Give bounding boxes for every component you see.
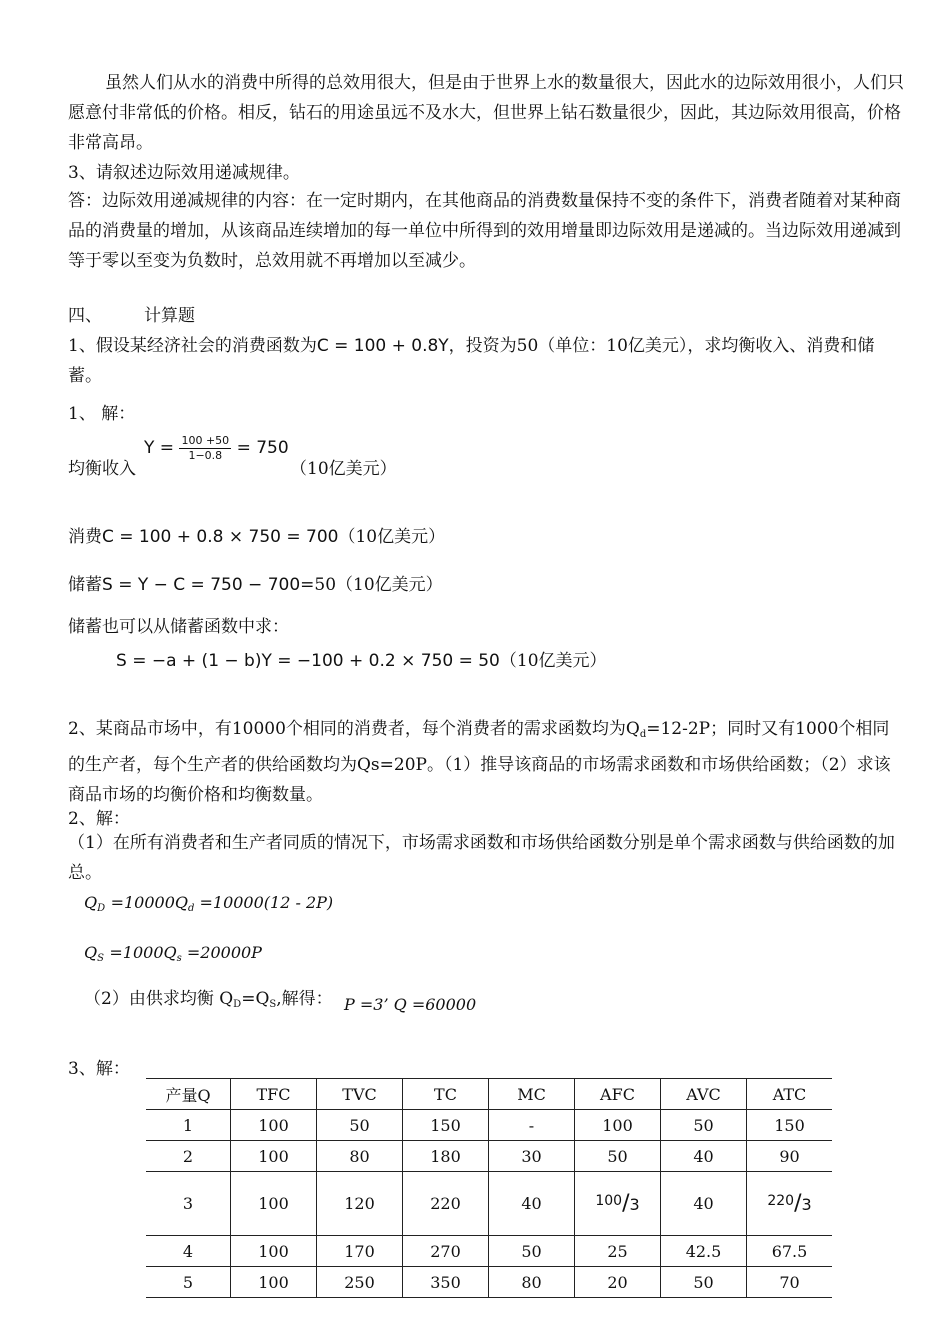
saving-alt-text: 储蓄也可以从储蓄函数中求： [68,617,289,637]
table-row: 1 100 50 150 - 100 50 150 [146,1110,832,1141]
header-atc: ATC [747,1079,833,1110]
header-tfc: TFC [231,1079,317,1110]
section-number: 四、 [68,306,102,326]
table-header-row [146,1079,832,1110]
header-avc: AVC [661,1079,747,1110]
atc-fraction-cell: $^{220}$/3 [747,1172,833,1236]
table-row: 4 100 170 270 50 25 42.5 67.5 [146,1236,832,1267]
unit-label: （10亿美元） [290,459,397,479]
afc-fraction-cell: $^{100}$/3 [575,1172,661,1236]
section-title: 计算题 [144,306,195,326]
calc2-part2-line: （2）由供求均衡 $Q_D=Q_S$,解得： [84,989,333,1010]
paragraph-water-diamond: 虽然人们从水的消费中所得的总效用很大，但是由于世界上水的数量很大，因此水的边际效用很小，人们只愿意付非常低的价格。相反，钻石的用途虽远不及水大，但世界上钻石数量很少，因此，其边际效用很高，价格非常高昂。 [68,73,904,153]
consumption-function: C = 100 + 0.8Y [316,336,449,356]
calc2-solution-label: 2、解： [68,809,130,829]
consumption-line: 消费C = 100 + 0.8 × 750 = 700（10亿美元） [68,527,446,547]
market-demand-formula: $Q_D =10000Q_d =10000(12 - 2P)$ [84,893,334,914]
income-fraction: $\frac{100 +50}{1-0.8}$ [181,434,230,462]
equilibrium-income-formula: Y = $\frac{100 +50}{1-0.8}$ = 750 [144,434,289,462]
header-tvc: TVC [317,1079,403,1110]
table-row: 5 100 250 350 80 20 50 70 [146,1267,832,1298]
cost-table [146,1078,832,1298]
saving-function-line: S = −a + (1 − b)Y = −100 + 0.2 × 750 = 50（10亿美元） [116,651,607,671]
question-3-title: 3、请叙述边际效用递减规律。 [68,163,300,183]
question-3-answer: 答：边际效用递减规律的内容：在一定时期内，在其他商品的消费数量保持不变的条件下，消费者随着对某种商品的消费量的增加，从该商品连续增加的每一单位中所得到的效用增量即边际效用是递减的。当边际效用递减到等于零以至变为负数时，总效用就不再增加以至减少。 [68,191,901,271]
header-tc: TC [403,1079,489,1110]
table-row: 3 100 120 220 40 $^{100}$/3 40 $^{220}$/3 [146,1172,832,1236]
calc1-solution-label: 1、 解： [68,404,136,424]
calc2-part1-text: （1）在所有消费者和生产者同质的情况下，市场需求函数和市场供给函数分别是单个需求函数与供给函数的加总。 [68,833,895,883]
header-afc: AFC [575,1079,661,1110]
table-row: 2 100 80 180 30 50 40 90 [146,1141,832,1172]
section-heading [68,301,906,331]
header-mc: MC [489,1079,575,1110]
calc3-solution-label: 3、解： [68,1059,130,1079]
calc2-question: 2、某商品市场中，有10000个相同的消费者，每个消费者的需求函数均为$Q_d=12-2P$；同时又有1000个相同的生产者，每个生产者的供给函数均为Qs=20P。（1）推导该商品的市场需求函数和市场供给函数；（2）求该商品市场的均衡价格和均衡数量。 [68,719,891,805]
header-q: 产量Q [165,1085,211,1105]
saving-line: 储蓄S = Y − C = 750 − 700=50（10亿美元） [68,575,443,595]
calc1-question: 1、假设某经济社会的消费函数为C = 100 + 0.8Y，投资为50（单位：10亿美元），求均衡收入、消费和储蓄。 [68,336,875,386]
equilibrium-income-label: 均衡收入 [68,459,136,479]
equilibrium-result: P =3’ Q =60000 [344,995,477,1014]
market-supply-formula: $Q_S =1000Q_s =20000P$ [84,943,262,964]
